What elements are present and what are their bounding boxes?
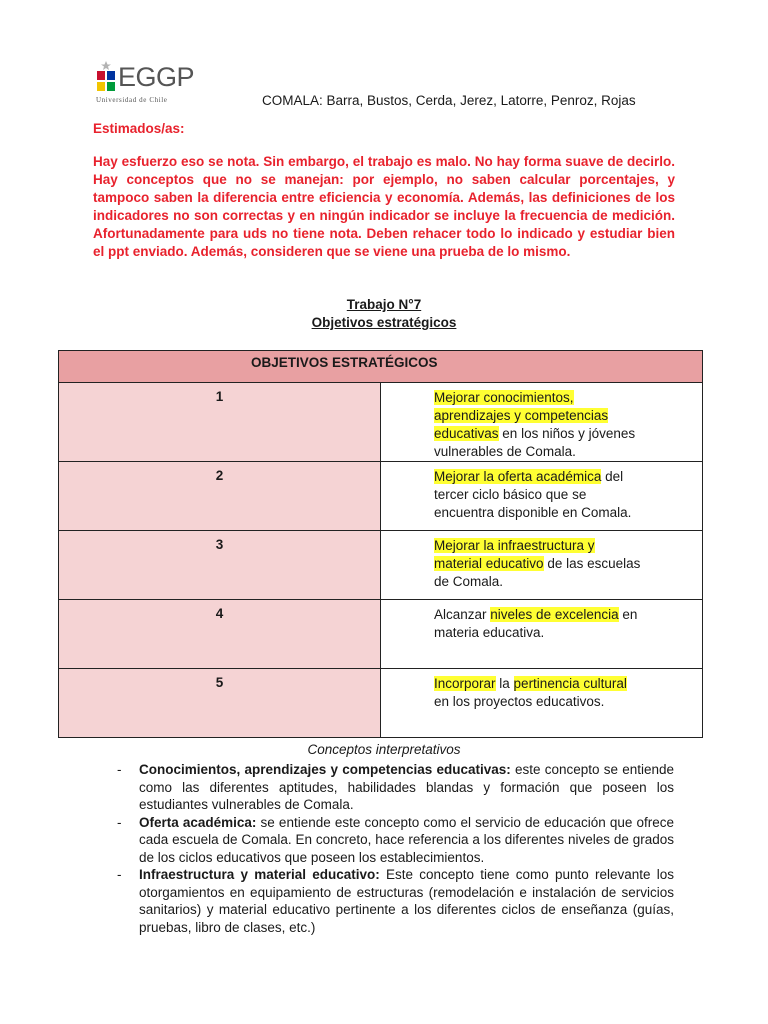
objective-text: en los proyectos educativos. (434, 694, 605, 709)
objective-description (381, 531, 703, 600)
objective-text: de las escuelas de Comala. (434, 556, 641, 589)
concept-item (117, 814, 674, 867)
logo-subtext: Universidad de Chile (96, 96, 168, 104)
chile-flag-emblem-icon (96, 61, 116, 93)
concept-term: Infraestructura y material educativo: (139, 867, 380, 882)
objective-row (59, 383, 703, 462)
objective-text: del tercer ciclo básico que se encuentra disponible en Comala. (434, 469, 632, 520)
highlighted-text: Incorporar (434, 676, 496, 691)
objective-row (59, 669, 703, 738)
objective-row (59, 462, 703, 531)
logo-wordmark: EGGP (118, 62, 195, 92)
objective-number: 5 (59, 669, 381, 738)
document-title: Trabajo N°7 (346, 297, 422, 312)
concept-definition: Este concepto tiene como punto relevante los otorgamientos en equipamiento de estructuras (remodelación e instalación de servicios sanitarios) y material educativo pertinente a los diferentes ciclos de enseñanza (guías, pruebas, libro de clases, etc.) (139, 867, 675, 935)
highlighted-text: pertinencia cultural (513, 676, 627, 691)
objective-description (381, 383, 703, 462)
feedback-paragraph: Hay esfuerzo eso se nota. Sin embargo, el trabajo es malo. No hay forma suave de decirlo. Hay conceptos que no se manejan: por ejemplo, no saben calcular porcentajes, y tampoco saben la diferencia entre eficiencia y economía. Además, las definiciones de los indicadores no son correctas y en ningún indicador se incluye la frecuencia de medición. Afortunadamente para uds no tiene nota. Deben rehacer todo lo indicado y estudiar bien el ppt enviado. Además, consideren que se viene una prueba de lo mismo. (93, 154, 675, 259)
highlighted-text: Mejorar la oferta académica (434, 469, 602, 484)
document-subtitle: Objetivos estratégicos (311, 315, 457, 330)
objective-text: la (495, 676, 514, 691)
concepts-list (117, 761, 674, 936)
objective-description (381, 462, 703, 531)
objective-description (381, 600, 703, 669)
concept-item (117, 866, 674, 936)
concept-definition: este concepto se entiende como las diferentes aptitudes, habilidades blandas y formación que poseen los estudiantes vulnerables de Comala. (139, 762, 674, 812)
objective-text: en los niños y jóvenes vulnerables de Comala. (434, 426, 636, 459)
objectives-table (58, 350, 703, 738)
objective-number: 4 (59, 600, 381, 669)
highlighted-text: niveles de excelencia (490, 607, 619, 622)
bullet-dash: - (117, 814, 122, 830)
highlighted-text: Mejorar la infraestructura y material educativo (434, 538, 595, 571)
objective-row (59, 531, 703, 600)
group-members-line: COMALA: Barra, Bustos, Cerda, Jerez, Latorre, Penroz, Rojas (262, 93, 636, 108)
concept-term: Conocimientos, aprendizajes y competencias educativas: (139, 762, 511, 777)
objective-number: 3 (59, 531, 381, 600)
concept-term: Oferta académica: (139, 814, 257, 830)
objective-number: 1 (59, 383, 381, 462)
objective-text: Alcanzar (434, 607, 491, 622)
objective-row (59, 600, 703, 669)
objective-description (381, 669, 703, 738)
bullet-dash: - (117, 867, 122, 882)
objectives-table-body (59, 383, 703, 738)
feedback-greeting: Estimados/as: (93, 121, 185, 136)
objectives-table-header: OBJETIVOS ESTRATÉGICOS (59, 351, 703, 383)
objective-number: 2 (59, 462, 381, 531)
bullet-dash: - (117, 762, 122, 777)
highlighted-text: Mejorar conocimientos, aprendizajes y competencias educativas (434, 390, 609, 441)
university-logo (96, 56, 196, 106)
concept-definition: se entiende este concepto como el servicio de educación que ofrece cada escuela de Comala. En concreto, hace referencia a los diferentes niveles de grados de los ciclos educativos que poseen los establecimientos. (139, 814, 675, 865)
concepts-title: Conceptos interpretativos (307, 742, 461, 757)
concept-item (117, 761, 674, 814)
objective-text: en materia educativa. (434, 607, 638, 640)
